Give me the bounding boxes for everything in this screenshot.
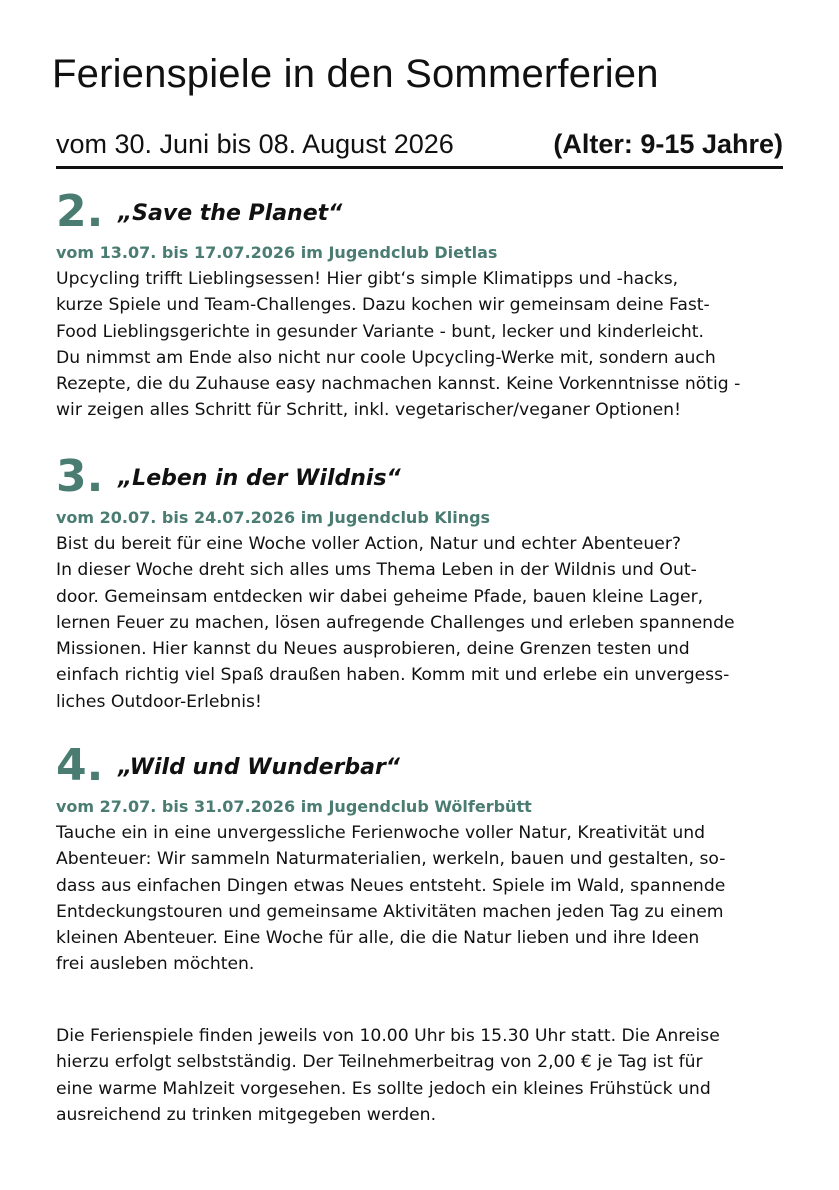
section-date-location: vom 13.07. bis 17.07.2026 im Jugendclub Dietlas — [56, 243, 498, 262]
description-line: lernen Feuer zu machen, lösen aufregende Challenges und erleben spannende — [56, 612, 735, 633]
section-heading — [56, 740, 791, 792]
section-title: „Leben in der Wildnis“ — [118, 466, 401, 491]
section-heading — [56, 451, 791, 503]
description-line: Rezepte, die du Zuhause easy nachmachen kannst. Keine Vorkenntnisse nötig - — [56, 374, 741, 395]
description-line: Du nimmst am Ende also nicht nur coole Upcycling-Werke mit, sondern auch — [56, 347, 716, 368]
section-description — [56, 266, 791, 424]
info-line: hierzu erfolgt selbstständig. Der Teilnehmerbeitrag von 2,00 € je Tag ist für — [56, 1052, 703, 1073]
age-range-text: (Alter: 9-15 Jahre) — [553, 129, 783, 159]
description-line: Food Lieblingsgerichte in gesunder Variante - bunt, lecker und kinderleicht. — [56, 321, 704, 342]
subtitle-row — [56, 126, 783, 162]
header-divider — [56, 166, 783, 169]
description-line: In dieser Woche dreht sich alles ums Thema Leben in der Wildnis und Out- — [56, 560, 697, 581]
section-date-location: vom 20.07. bis 24.07.2026 im Jugendclub Klings — [56, 508, 491, 527]
section-date-location: vom 27.07. bis 31.07.2026 im Jugendclub Wölferbütt — [56, 797, 532, 816]
description-line: dass aus einfachen Dingen etwas Neues entsteht. Spiele im Wald, spannende — [56, 875, 726, 896]
info-line: Die Ferienspiele finden jeweils von 10.00 Uhr bis 15.30 Uhr statt. Die Anreise — [56, 1026, 720, 1046]
description-line: einfach richtig viel Spaß draußen haben. Komm mit und erlebe ein unvergess- — [56, 665, 730, 686]
section-description — [56, 531, 791, 715]
program-section-4 — [56, 740, 791, 978]
description-line: Tauche ein in eine unvergessliche Ferienwoche voller Natur, Kreativität und — [56, 823, 706, 843]
section-number: 4. — [56, 740, 104, 791]
info-line: eine warme Mahlzeit vorgesehen. Es sollte jedoch ein kleines Frühstück und — [56, 1078, 711, 1099]
program-section-3 — [56, 451, 791, 715]
description-line: Entdeckungstouren und gemeinsame Aktivitäten machen jeden Tag zu einem — [56, 901, 724, 922]
section-description — [56, 820, 791, 978]
description-line: liches Outdoor-Erlebnis! — [56, 691, 262, 712]
description-line: Upcycling trifft Lieblingsessen! Hier gibt‘s simple Klimatipps und -hacks, — [56, 269, 679, 289]
page-title: Ferienspiele in den Sommerferien — [52, 52, 659, 96]
description-line: kurze Spiele und Team-Challenges. Dazu kochen wir gemeinsam deine Fast- — [56, 295, 710, 316]
section-title: „Save the Planet“ — [118, 201, 343, 226]
period-text: vom 30. Juni bis 08. August 2026 — [56, 129, 454, 159]
section-number: 3. — [56, 451, 104, 502]
description-line: Bist du bereit für eine Woche voller Action, Natur und echter Abenteuer? — [56, 534, 682, 554]
info-line: ausreichend zu trinken mitgegeben werden. — [56, 1104, 437, 1125]
section-heading — [56, 186, 791, 238]
description-line: Missionen. Hier kannst du Neues ausprobieren, deine Grenzen testen und — [56, 639, 690, 660]
description-line: door. Gemeinsam entdecken wir dabei geheime Pfade, bauen kleine Lager, — [56, 586, 704, 607]
description-line: wir zeigen alles Schritt für Schritt, inkl. vegetarischer/veganer Optionen! — [56, 400, 681, 421]
program-section-2 — [56, 186, 791, 424]
section-number: 2. — [56, 186, 104, 237]
general-info — [56, 1023, 791, 1128]
description-line: kleinen Abenteuer. Eine Woche für alle, die die Natur lieben und ihre Ideen — [56, 928, 700, 949]
description-line: Abenteuer: Wir sammeln Naturmaterialien, werkeln, bauen und gestalten, so- — [56, 849, 726, 870]
description-line: frei ausleben möchten. — [56, 954, 255, 975]
section-title: „Wild und Wunderbar“ — [118, 755, 400, 780]
